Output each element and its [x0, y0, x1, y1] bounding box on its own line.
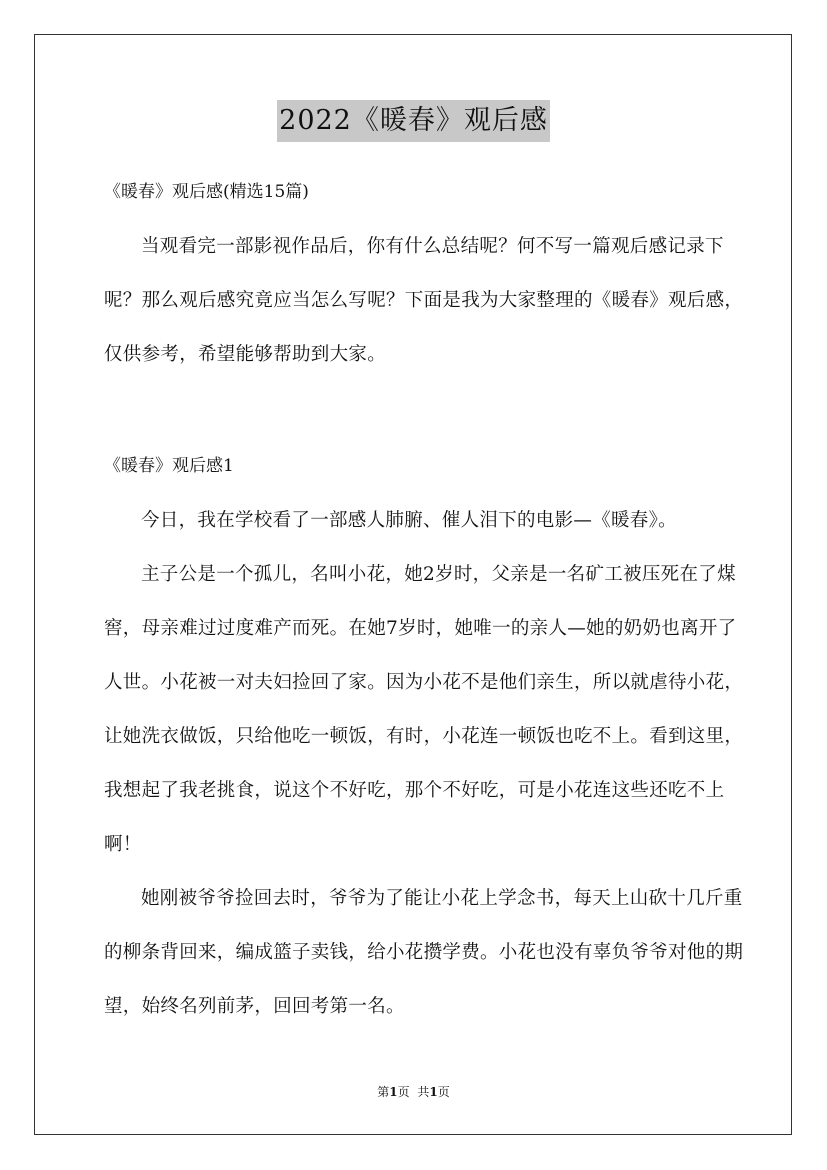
footer-total-suffix: 页 [437, 1085, 450, 1099]
document-subtitle: 《暖春》观后感(精选15篇) [104, 182, 309, 202]
page-footer [0, 1084, 827, 1100]
footer-page-prefix: 第 [377, 1085, 390, 1099]
intro-paragraph: 当观看完一部影视作品后，你有什么总结呢？何不写一篇观后感记录下呢？那么观后感究竟应当怎么写呢？下面是我为大家整理的《暖春》观后感，仅供参考，希望能够帮助到大家。 [104, 236, 744, 365]
section-heading: 《暖春》观后感1 [104, 456, 234, 476]
document-title: 2022《暖春》观后感 [277, 100, 550, 142]
title-container [0, 100, 827, 142]
body-paragraph-3: 她刚被爷爷捡回去时，爷爷为了能让小花上学念书，每天上山砍十几斤重的柳条背回来，编成篮子卖钱，给小花攒学费。小花也没有辜负爷爷对他的期望，始终名列前茅，回回考第一名。 [104, 888, 744, 1017]
body-paragraph-1: 今日，我在学校看了一部感人肺腑、催人泪下的电影—《暖春》。 [141, 510, 677, 531]
footer-total-prefix: 共 [417, 1085, 430, 1099]
footer-page-number: 1 [389, 1085, 398, 1099]
body-paragraph-2: 主子公是一个孤儿，名叫小花，她2岁时，父亲是一名矿工被压死在了煤窖，母亲难过过度难产而死。在她7岁时，她唯一的亲人—她的奶奶也离开了人世。小花被一对夫妇捡回了家。因为小花不是他们亲生，所以就虐待小花，让她洗衣做饭，只给他吃一顿饭，有时，小花连一顿饭也吃不上。看到这里，我想起了我老挑食，说这个不好吃，那个不好吃，可是小花连这些还吃不上啊！ [104, 564, 744, 855]
footer-total-number: 1 [429, 1085, 438, 1099]
footer-page-suffix: 页 [397, 1085, 410, 1099]
